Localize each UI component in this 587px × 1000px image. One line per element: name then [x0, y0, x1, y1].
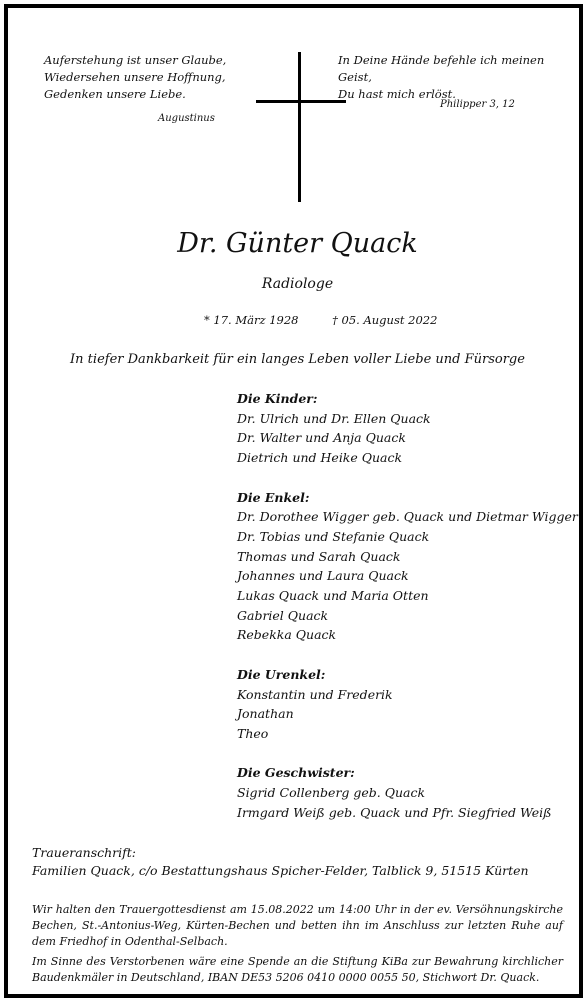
family-member: Konstantin und Frederik — [237, 686, 393, 702]
quote-right-source: Philipper 3, 12 — [440, 99, 515, 110]
family-member: Dietrich und Heike Quack — [237, 450, 403, 466]
family-member: Dr. Walter und Anja Quack — [237, 430, 406, 446]
quote-left — [44, 52, 227, 124]
quote-right-line: In Deine Hände befehle ich meinen Geist, — [338, 53, 545, 84]
family-member: Dr. Dorothee Wigger geb. Quack und Dietmar Wigger — [237, 509, 578, 525]
gratitude-line: In tiefer Dankbarkeit für ein langes Leben voller Liebe und Fürsorge — [70, 352, 525, 367]
family-group-grandchildren — [237, 488, 578, 646]
family-member: Dr. Tobias und Stefanie Quack — [237, 528, 430, 544]
mourning-address — [32, 844, 529, 880]
family-member: Thomas und Sarah Quack — [237, 548, 401, 564]
address-label: Traueranschrift: — [32, 845, 136, 860]
deceased-profession: Radiologe — [261, 276, 334, 292]
family-member: Lukas Quack und Maria Otten — [237, 588, 429, 604]
family-member: Johannes und Laura Quack — [237, 568, 409, 584]
obituary-notice — [4, 4, 583, 998]
cross-icon — [298, 52, 301, 202]
deceased-name: Dr. Günter Quack — [177, 228, 418, 259]
quote-right — [338, 52, 579, 110]
family-group-heading: Die Urenkel: — [237, 666, 326, 682]
address-text: Familien Quack, c/o Bestattungshaus Spicher-Felder, Talblick 9, 51515 Kürten — [32, 863, 529, 878]
family-member: Theo — [237, 725, 269, 741]
family-member: Rebekka Quack — [237, 627, 337, 643]
life-dates — [204, 313, 437, 327]
family-member: Irmgard Weiß geb. Quack und Pfr. Siegfried Weiß — [237, 804, 552, 820]
family-group-great-grandchildren — [237, 665, 578, 744]
family-group-heading: Die Geschwister: — [237, 765, 355, 781]
family-group-heading: Die Kinder: — [237, 391, 318, 406]
donation-notice: Im Sinne des Verstorbenen wäre eine Spende an die Stiftung KiBa zur Bewahrung kirchlicher Baudenkmäler in Deutschland, IBAN DE53 5206 0410 0000 0055 50, Stichwort Dr. Quack. — [32, 955, 563, 984]
quote-left-line: Auferstehung ist unser Glaube, — [44, 53, 227, 67]
birth-date: * 17. März 1928 — [204, 313, 299, 327]
cross-icon-bar — [256, 100, 346, 103]
service-notice: Wir halten den Trauergottesdienst am 15.08.2022 um 14:00 Uhr in der ev. Versöhnungskirche Bechen, St.-Antonius-Weg, Kürten-Bechen und betten ihn im Anschluss zur letzten Ruhe auf dem Friedhof in Odenthal-Selbach. — [32, 903, 563, 948]
death-date: † 05. August 2022 — [332, 313, 438, 327]
family-group-siblings — [237, 763, 578, 822]
family-list — [237, 389, 578, 842]
quote-right-line: Du hast mich erlöst. — [338, 87, 456, 101]
family-member: Jonathan — [237, 706, 294, 722]
quote-left-source: Augustinus — [158, 113, 215, 124]
family-member: Sigrid Collenberg geb. Quack — [237, 785, 426, 801]
quote-left-line: Wiedersehen unsere Hoffnung, — [44, 70, 226, 84]
family-member: Dr. Ulrich und Dr. Ellen Quack — [237, 410, 431, 426]
quote-left-line: Gedenken unsere Liebe. — [44, 87, 186, 101]
family-group-heading: Die Enkel: — [237, 489, 310, 505]
family-member: Gabriel Quack — [237, 607, 329, 623]
family-group-children — [237, 389, 578, 468]
